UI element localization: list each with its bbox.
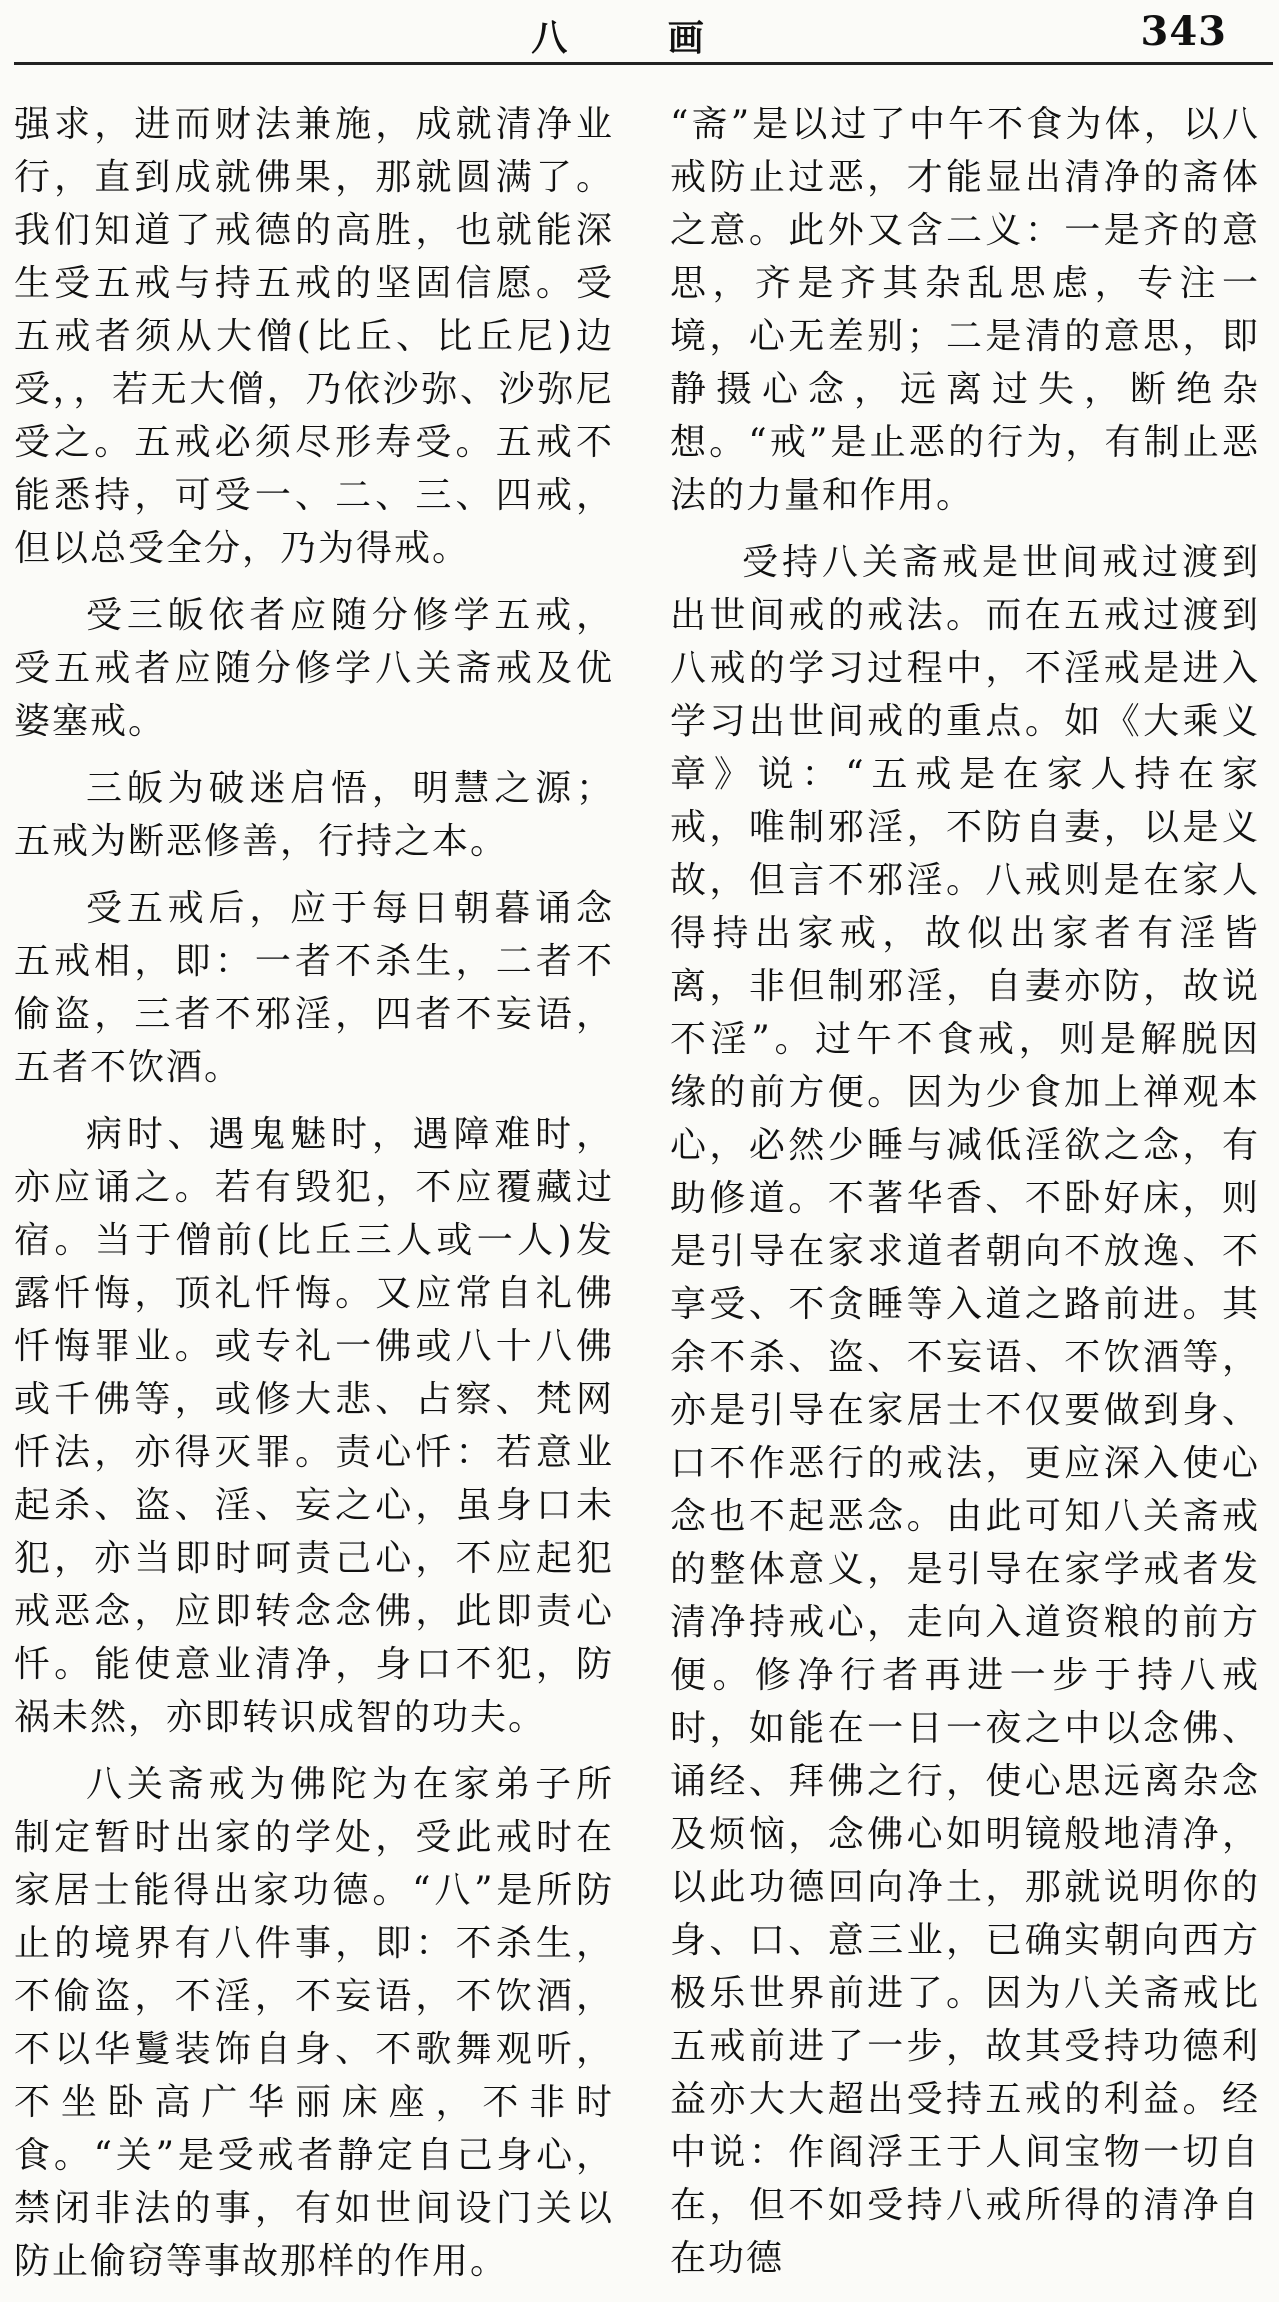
paragraph: 强求，进而财法兼施，成就清净业行，直到成就佛果，那就圆满了。我们知道了戒德的高胜，也就能深生受五戒与持五戒的坚固信愿。受五戒者须从大僧(比丘、比丘尼)边受，，若无大僧，乃依沙弥、沙弥尼受之。五戒必须尽形寿受。五戒不能悉持，可受一、二、三、四戒，但以总受全分，乃为得戒。 [14, 104, 614, 569]
page-number: 343 [1140, 8, 1227, 55]
paragraph: 八关斋戒为佛陀为在家弟子所制定暂时出家的学处，受此戒时在家居士能得出家功德。“八”是所防止的境界有八件事，即：不杀生，不偷盗，不淫，不妄语，不饮酒，不以华鬘装饰自身、不歌舞观听，不坐卧高广华丽床座，不非时食。“关”是受戒者静定自己身心，禁闭非法的事，有如世间设门关以防止偷窃等事故那样的作用。 [14, 1764, 614, 2282]
paragraph: 受持八关斋戒是世间戒过渡到出世间戒的戒法。而在五戒过渡到八戒的学习过程中，不淫戒是进入学习出世间戒的重点。如《大乘义章》说：“五戒是在家人持在家戒，唯制邪淫，不防自妻，以是义故，但言不邪淫。八戒则是在家人得持出家戒，故似出家者有淫皆离，非但制邪淫，自妻亦防，故说不淫”。过午不食戒，则是解脱因缘的前方便。因为少食加上禅观本心，必然少睡与减低淫欲之念，有助修道。不著华香、不卧好床，则是引导在家求道者朝向不放逸、不享受、不贪睡等入道之路前进。其余不杀、盗、不妄语、不饮酒等，亦是引导在家居士不仅要做到身、口不作恶行的戒法，更应深入使心念也不起恶念。由此可知八关斋戒的整体意义，是引导在家学戒者发清净持戒心，走向入道资粮的前方便。修净行者再进一步于持八戒时，如能在一日一夜之中以念佛、诵经、拜佛之行，使心思远离杂念及烦恼，念佛心如明镜般地清净，以此功德回向净土，那就说明你的身、口、意三业，已确实朝向西方极乐世界前进了。因为八关斋戒比五戒前进了一步，故其受持功德利益亦大大超出受持五戒的利益。经中说：作阎浮王于人间宝物一切自在，但不如受持八戒所得的清净自在功德 [670, 542, 1260, 2279]
running-title: 八 画 [531, 17, 748, 59]
right-column [670, 98, 1260, 2299]
paragraph: 病时、遇鬼魅时，遇障难时，亦应诵之。若有毁犯，不应覆藏过宿。当于僧前(比丘三人或一人)发露忏悔，顶礼忏悔。又应常自礼佛忏悔罪业。或专礼一佛或八十八佛或千佛等，或修大悲、占察、梵网忏法，亦得灭罪。责心忏：若意业起杀、盗、淫、妄之心，虽身口未犯，亦当即时呵责己心，不应起犯戒恶念，应即转念念佛，此即责心忏。能使意业清净，身口不犯，防祸未然，亦即转识成智的功夫。 [14, 1114, 614, 1738]
page-header [0, 0, 1279, 62]
left-column [14, 98, 614, 2302]
header-rule [14, 62, 1273, 65]
paragraph: 受五戒后，应于每日朝暮诵念五戒相，即：一者不杀生，二者不偷盗，三者不邪淫，四者不妄语，五者不饮酒。 [14, 888, 614, 1088]
paragraph: “斋”是以过了中午不食为体，以八戒防止过恶，才能显出清净的斋体之意。此外又含二义：一是齐的意思，齐是齐其杂乱思虑，专注一境，心无差别；二是清的意思，即静摄心念，远离过失，断绝杂想。“戒”是止恶的行为，有制止恶法的力量和作用。 [670, 104, 1260, 516]
paragraph: 三皈为破迷启悟，明慧之源；五戒为断恶修善，行持之本。 [14, 768, 614, 862]
paragraph: 受三皈依者应随分修学五戒，受五戒者应随分修学八关斋戒及优婆塞戒。 [14, 595, 614, 742]
